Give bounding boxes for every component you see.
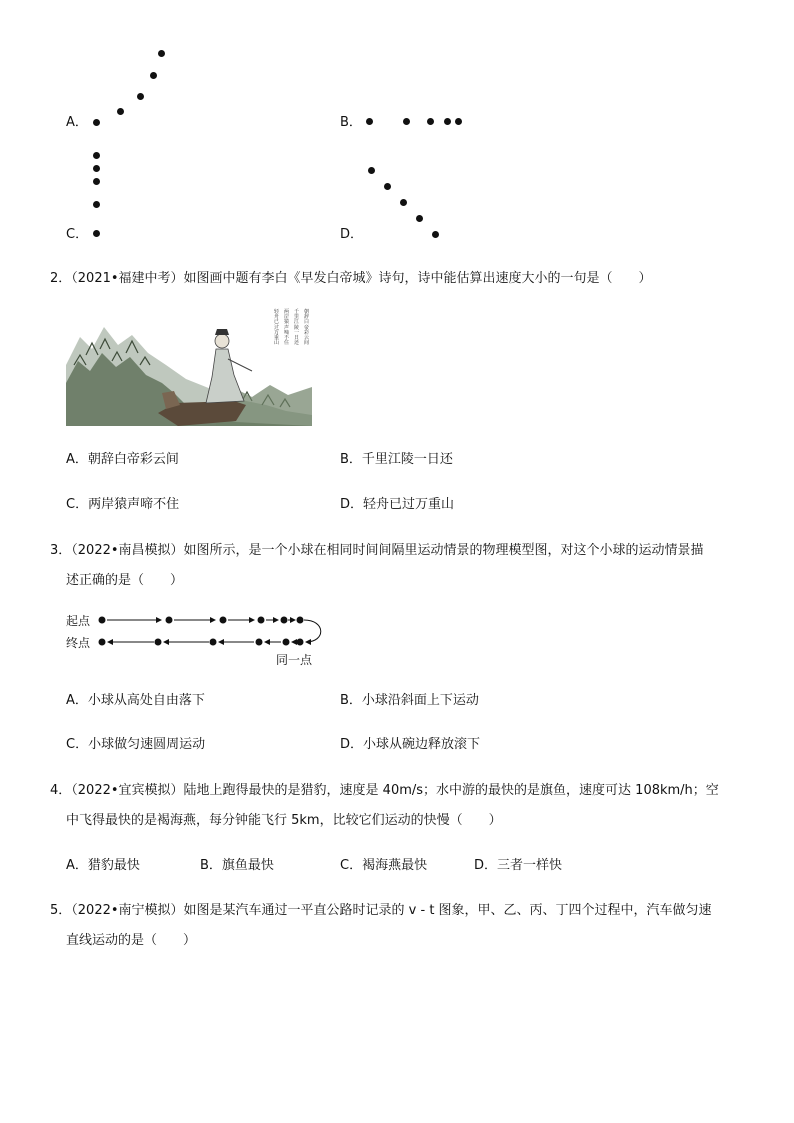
- dot: [158, 50, 165, 57]
- poet-head: [215, 334, 229, 348]
- q5-stem-text-1: 如图是某汽车通过一平直公路时记录的 v - t 图象，甲、乙、丙、丁四个过程中，汽车做匀速: [183, 903, 712, 918]
- q4-number: 4．: [50, 783, 72, 798]
- q1-option-c-label: C．: [66, 227, 89, 242]
- dot: [93, 119, 100, 126]
- q5-source: （2022•南宁模拟）: [71, 903, 184, 918]
- dot: [384, 183, 391, 190]
- q4-stem-text-1: 陆地上跑得最快的是猎豹，速度是 40m/s；水中游的最快的是旗鱼，速度可达 108km/h；空: [183, 783, 719, 798]
- turnaround-arrow: [304, 620, 321, 642]
- dot: [403, 118, 410, 125]
- q4-option-b: B．旗鱼最快: [200, 858, 274, 873]
- dot: [150, 72, 157, 79]
- q3-number: 3．: [50, 543, 72, 558]
- q2-option-b: B．千里江陵一日还: [340, 452, 453, 467]
- q2-stem-text: 如图画中题有李白《早发白帝城》诗句，诗中能估算出速度大小的一句是（ ）: [183, 271, 652, 286]
- q3-stem-line1: [50, 543, 704, 559]
- q3-stem-line2: 述正确的是（ ）: [66, 573, 184, 588]
- dot: [93, 178, 100, 185]
- calligraphy-line: 朝辞白帝彩云间: [304, 309, 310, 347]
- q3-option-d: D．小球从碗边释放滚下: [340, 737, 481, 752]
- q4-option-c: C．褐海燕最快: [340, 858, 428, 873]
- q3-stem-text-1: 如图所示，是一个小球在相同时间间隔里运动情景的物理模型图，对这个小球的运动情景描: [183, 543, 704, 558]
- q4-stem-line1: [50, 783, 719, 799]
- dot: [117, 108, 124, 115]
- dot: [444, 118, 451, 125]
- calligraphy-line: 千里江陵一日还: [294, 309, 300, 347]
- q4-source: （2022•宜宾模拟）: [71, 783, 184, 798]
- dot: [137, 93, 144, 100]
- dot: [400, 199, 407, 206]
- dot: [93, 201, 100, 208]
- dot: [368, 167, 375, 174]
- q5-number: 5．: [50, 903, 72, 918]
- dot: [93, 165, 100, 172]
- q2-option-d: D．轻舟已过万重山: [340, 497, 455, 512]
- dot: [432, 231, 439, 238]
- q1-option-b-label: B．: [340, 115, 362, 130]
- dot: [93, 152, 100, 159]
- start-label: 起点: [66, 614, 91, 628]
- same-point-label: 同一点: [276, 653, 313, 667]
- q3-option-b: B．小球沿斜面上下运动: [340, 693, 479, 708]
- q3-source: （2022•南昌模拟）: [71, 543, 184, 558]
- q2-number: 2．: [50, 271, 72, 286]
- q5-stem-line2: 直线运动的是（ ）: [66, 933, 197, 948]
- q5-stem-line1: [50, 903, 712, 919]
- q1-option-a-label: A．: [66, 115, 88, 130]
- end-label: 终点: [66, 636, 91, 650]
- q4-stem-line2: 中飞得最快的是褐海燕，每分钟能飞行 5km，比较它们运动的快慢（ ）: [66, 813, 502, 828]
- motion-arrows: [94, 610, 328, 652]
- dot: [455, 118, 462, 125]
- q2-calligraphy: [270, 310, 314, 354]
- q2-option-a: A．朝辞白帝彩云间: [66, 452, 179, 467]
- dot: [93, 230, 100, 237]
- q4-option-d: D．三者一样快: [474, 858, 563, 873]
- q4-option-a: A．猎豹最快: [66, 858, 140, 873]
- q3-option-a: A．小球从高处自由落下: [66, 693, 205, 708]
- dot: [416, 215, 423, 222]
- dot: [427, 118, 434, 125]
- dot: [366, 118, 373, 125]
- q2-option-c: C．两岸猿声啼不住: [66, 497, 180, 512]
- q2-source: （2021•福建中考）: [71, 271, 184, 286]
- calligraphy-line: 轻舟已过万重山: [274, 309, 280, 347]
- q1-option-d-label: D．: [340, 227, 364, 242]
- q3-option-c: C．小球做匀速圆周运动: [66, 737, 206, 752]
- q2-stem: [50, 271, 652, 287]
- poet-hat: [215, 329, 229, 335]
- calligraphy-line: 两岸猿声啼不住: [284, 309, 290, 347]
